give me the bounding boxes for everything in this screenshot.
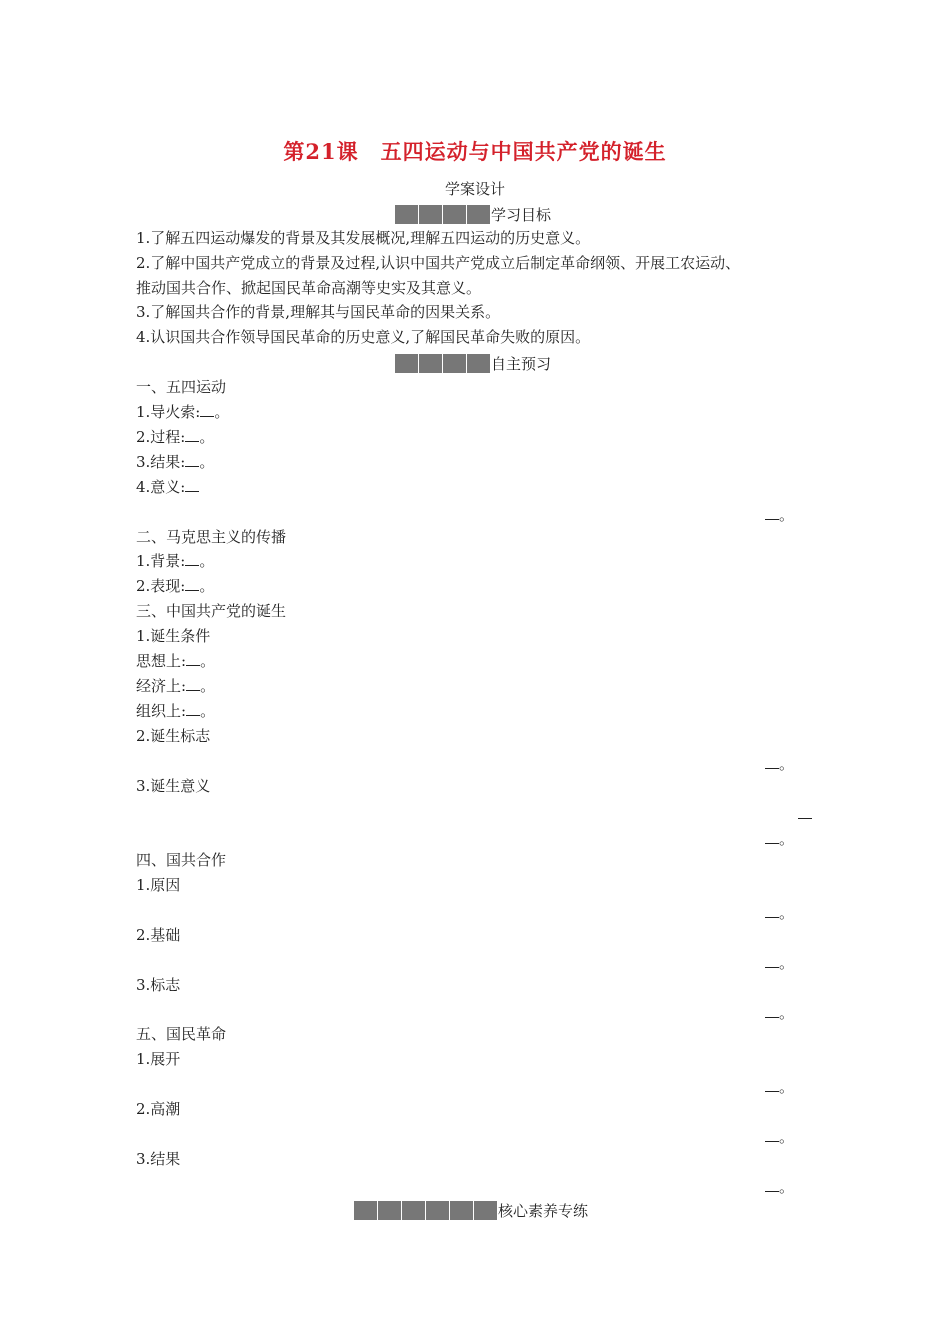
fill-item: 2.过程: 。 xyxy=(136,428,215,446)
answer-blank-end: 。 xyxy=(765,903,794,923)
lesson-title: 第21课 五四运动与中国共产党的诞生 xyxy=(283,139,667,164)
answer-blank[interactable] xyxy=(185,452,199,467)
fill-item: 组织上: 。 xyxy=(136,702,216,720)
fill-item: 经济上: 。 xyxy=(136,677,216,695)
answer-blank[interactable] xyxy=(185,427,199,442)
section-banner-goals xyxy=(395,204,551,225)
banner-blocks xyxy=(354,1201,498,1220)
answer-blank-end: 。 xyxy=(765,953,794,973)
heading-kmt-cpc: 四、国共合作 xyxy=(136,851,227,869)
banner-blocks xyxy=(395,354,491,373)
heading-marxism: 二、马克思主义的传播 xyxy=(136,528,287,546)
goal-item: 3.了解国共合作的背景,理解其与国民革命的因果关系。 xyxy=(136,303,501,321)
answer-blank[interactable] xyxy=(185,576,199,591)
subheading: 1.诞生条件 xyxy=(136,627,211,645)
fill-item: 1.背景: 。 xyxy=(136,552,215,570)
answer-blank-end: 。 xyxy=(765,1127,794,1147)
goal-item: 推动国共合作、掀起国民革命高潮等史实及其意义。 xyxy=(136,279,482,297)
goal-item: 1.了解五四运动爆发的背景及其发展概况,理解五四运动的历史意义。 xyxy=(136,229,591,247)
section-heading-practice: 核心素养专练 xyxy=(498,1202,589,1220)
answer-blank-end: 。 xyxy=(765,1177,794,1197)
section-heading-preview: 自主预习 xyxy=(491,355,552,373)
answer-blank-extra xyxy=(798,804,812,824)
subheading: 2.诞生标志 xyxy=(136,727,211,745)
answer-blank[interactable] xyxy=(185,551,199,566)
answer-blank[interactable] xyxy=(186,676,200,691)
section-banner-preview xyxy=(395,353,551,374)
subheading: 2.高潮 xyxy=(136,1100,181,1118)
answer-blank[interactable] xyxy=(185,477,199,492)
heading-cpc-birth: 三、中国共产党的诞生 xyxy=(136,602,287,620)
subtitle: 学案设计 xyxy=(444,180,505,198)
answer-blank-end: 。 xyxy=(765,1077,794,1097)
fill-item: 3.结果: 。 xyxy=(136,453,215,471)
answer-blank[interactable] xyxy=(186,651,200,666)
goal-item: 2.了解中国共产党成立的背景及过程,认识中国共产党成立后制定革命纲领、开展工农运动、 xyxy=(136,254,741,272)
fill-item: 思想上: 。 xyxy=(136,652,216,670)
answer-blank-end: 。 xyxy=(765,829,794,849)
answer-blank[interactable] xyxy=(200,402,214,417)
subheading: 2.基础 xyxy=(136,926,181,944)
answer-blank[interactable] xyxy=(186,701,200,716)
fill-item: 4.意义: xyxy=(136,477,199,497)
banner-blocks xyxy=(395,205,491,224)
subheading: 3.结果 xyxy=(136,1150,181,1168)
section-heading-goals: 学习目标 xyxy=(491,206,552,224)
heading-national-revolution: 五、国民革命 xyxy=(136,1025,227,1043)
fill-item: 2.表现: 。 xyxy=(136,577,215,595)
subheading: 1.原因 xyxy=(136,876,181,894)
subheading: 1.展开 xyxy=(136,1050,181,1068)
goal-item: 4.认识国共合作领导国民革命的历史意义,了解国民革命失败的原因。 xyxy=(136,328,591,346)
answer-blank-end: 。 xyxy=(765,505,794,525)
heading-may-fourth: 一、五四运动 xyxy=(136,378,227,396)
answer-blank-end: 。 xyxy=(765,1003,794,1023)
answer-blank-end: 。 xyxy=(765,754,794,774)
subheading: 3.诞生意义 xyxy=(136,777,211,795)
fill-item: 1.导火索: 。 xyxy=(136,403,230,421)
subheading: 3.标志 xyxy=(136,976,181,994)
section-banner-practice xyxy=(354,1200,588,1221)
